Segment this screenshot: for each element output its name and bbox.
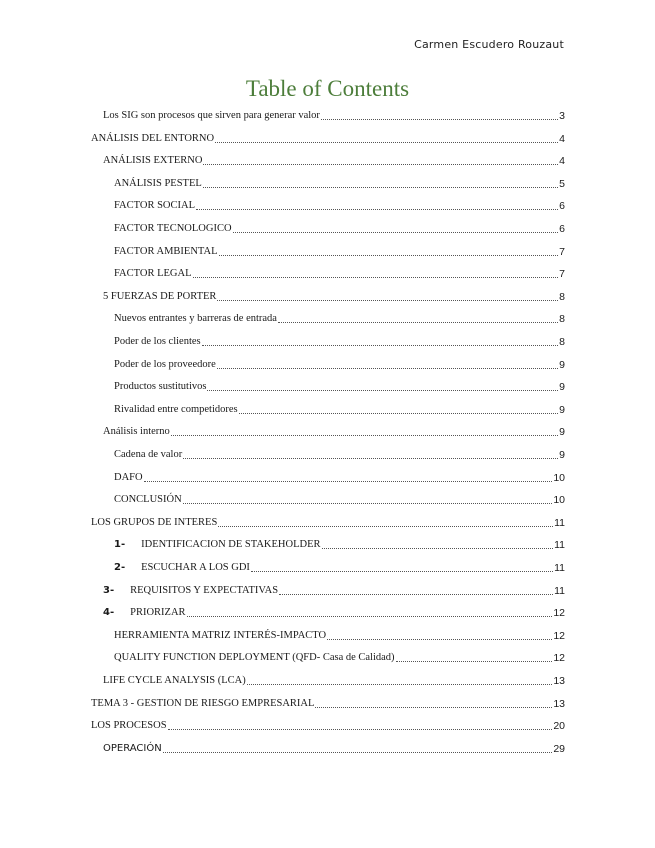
toc-dot-leader [171,426,558,436]
toc-entry-page: 10 [553,494,565,507]
toc-dot-leader [321,110,558,120]
toc-dot-leader [239,404,559,414]
toc-entry-page: 20 [553,720,565,733]
toc-entry-page: 4 [559,155,565,168]
toc-entry-page: 4 [559,132,565,145]
toc-entry-page: 10 [553,471,565,484]
toc-entry-label: TEMA 3 - GESTION DE RIESGO EMPRESARIAL [91,697,315,709]
toc-entry[interactable] [114,238,565,258]
toc-entry-label: FACTOR SOCIAL [114,200,196,212]
toc-entry-page: 5 [559,177,565,190]
toc-dot-leader [315,698,552,708]
toc-entry-label: FACTOR LEGAL [114,268,192,280]
page-title: Table of Contents [245,76,410,101]
toc-dot-leader [396,652,553,662]
toc-entry-number: 1- [114,539,126,551]
toc-entry-number: 3- [103,584,115,596]
toc-entry-label: Nuevos entrantes y barreras de entrada [114,313,277,325]
toc-entry-page: 8 [559,290,565,303]
toc-entry-page: 8 [559,313,565,326]
toc-dot-leader [278,313,558,323]
toc-entry-page: 8 [559,336,565,348]
toc-entry[interactable] [103,577,565,597]
toc-entry-page: 3 [559,110,565,122]
toc-dot-leader [322,539,554,549]
toc-entry-page: 12 [553,652,565,665]
toc-entry[interactable] [103,599,565,619]
toc-entry-label: Poder de los proveedore [114,358,216,370]
toc-entry-label: CONCLUSIÓN [114,494,182,506]
toc-entry[interactable] [114,554,565,574]
toc-dot-leader [217,359,558,369]
toc-dot-leader [219,246,559,256]
toc-entry-label: Rivalidad entre competidores [114,403,238,415]
toc-entry[interactable] [114,351,565,371]
toc-entry-label: ANÁLISIS PESTEL [114,177,202,189]
toc-entry-page: 7 [559,268,565,281]
toc-entry-label: Análisis interno [103,426,170,438]
toc-entry-label: REQUISITOS Y EXPECTATIVAS [130,584,279,596]
toc-entry-label: HERRAMIENTA MATRIZ INTERÉS-IMPACTO [114,629,327,641]
toc-dot-leader [203,155,558,165]
toc-entry-label: 5 FUERZAS DE PORTER [103,290,217,302]
toc-dot-leader [193,268,559,278]
toc-entry[interactable] [114,464,565,484]
toc-entry-page: 9 [559,426,565,439]
toc-entry-page: 12 [553,629,565,642]
toc-dot-leader [251,562,553,572]
toc-entry-page: 11 [554,584,565,597]
toc-entry[interactable] [114,328,565,348]
toc-entry-label: Poder de los clientes [114,336,201,347]
toc-entry-label: Productos sustitutivos [114,381,207,393]
toc-dot-leader [207,381,558,391]
toc-entry-label: LIFE CYCLE ANALYSIS (LCA) [103,675,246,686]
toc-dot-leader [187,607,553,617]
toc-entry-page: 6 [559,200,565,213]
toc-entry-label: LOS PROCESOS [91,720,167,732]
toc-entry[interactable] [114,373,565,393]
toc-entry-label: PRIORIZAR [130,607,186,619]
toc-dot-leader [144,472,553,482]
toc-entry[interactable] [91,690,565,710]
toc-entry-number: 4- [103,607,115,619]
toc-entry[interactable] [91,125,565,145]
toc-dot-leader [202,336,559,346]
toc-dot-leader [279,585,553,595]
toc-entry[interactable] [91,509,565,529]
toc-entry-page: 11 [554,539,565,552]
toc-entry[interactable] [103,283,565,303]
toc-entry[interactable] [114,305,565,325]
toc-entry-number: 2- [114,562,126,573]
toc-entry-page: 9 [559,449,565,461]
toc-entry[interactable] [103,418,565,438]
toc-entry-page: 9 [559,358,565,371]
toc-entry[interactable] [114,531,565,551]
toc-dot-leader [247,675,553,685]
toc-entry[interactable] [91,712,565,732]
toc-entry[interactable] [114,486,565,506]
toc-dot-leader [183,494,553,504]
toc-entry-label: QUALITY FUNCTION DEPLOYMENT (QFD- Casa de Calidad) [114,652,395,664]
toc-entry-page: 6 [559,223,565,235]
toc-entry-page: 9 [559,403,565,416]
toc-entry[interactable] [114,260,565,280]
toc-dot-leader [218,517,553,527]
toc-entry[interactable] [114,396,565,416]
toc-entry-page: 11 [554,516,565,529]
toc-entry-label: ANÁLISIS EXTERNO [103,155,203,167]
toc-dot-leader [203,178,558,188]
toc-dot-leader [163,743,553,753]
toc-dot-leader [215,133,558,143]
toc-entry-label: FACTOR AMBIENTAL [114,245,218,257]
toc-entry[interactable] [114,170,565,190]
toc-dot-leader [233,223,559,233]
toc-entry-page: 29 [553,742,565,755]
toc-dot-leader [196,200,558,210]
toc-entry-page: 13 [553,675,565,687]
toc-entry-label: LOS GRUPOS DE INTERES [91,516,218,528]
toc-dot-leader [217,291,558,301]
toc-entry-page: 9 [559,381,565,394]
toc-entry[interactable] [103,147,565,167]
toc-entry-label: OPERACIÓN [103,742,162,754]
toc-entry[interactable] [103,735,565,755]
toc-entry-page: 11 [554,562,565,574]
toc-entry[interactable] [114,622,565,642]
toc-entry-page: 13 [553,697,565,710]
toc-dot-leader [327,630,552,640]
toc-entry[interactable] [114,192,565,212]
author-name: Carmen Escudero Rouzaut [414,38,564,51]
toc-entry-page: 12 [553,607,565,620]
toc-entry-label: ESCUCHAR A LOS GDI [141,562,250,573]
toc-entry[interactable] [103,667,565,687]
toc-entry-page: 7 [559,245,565,258]
toc-entry-label: Cadena de valor [114,449,183,460]
toc-entry[interactable] [114,215,565,235]
toc-entry[interactable] [103,102,565,122]
toc-entry-label: DAFO [114,471,143,483]
toc-entry-label: FACTOR TECNOLOGICO [114,223,232,234]
toc-entry-label: ANÁLISIS DEL ENTORNO [91,132,215,144]
toc-entry[interactable] [114,441,565,461]
toc-entry-label: IDENTIFICACION DE STAKEHOLDER [141,539,321,551]
toc-dot-leader [183,449,558,459]
toc-entry[interactable] [114,644,565,664]
toc-dot-leader [168,720,553,730]
toc-entry-label: Los SIG son procesos que sirven para generar valor [103,110,320,121]
